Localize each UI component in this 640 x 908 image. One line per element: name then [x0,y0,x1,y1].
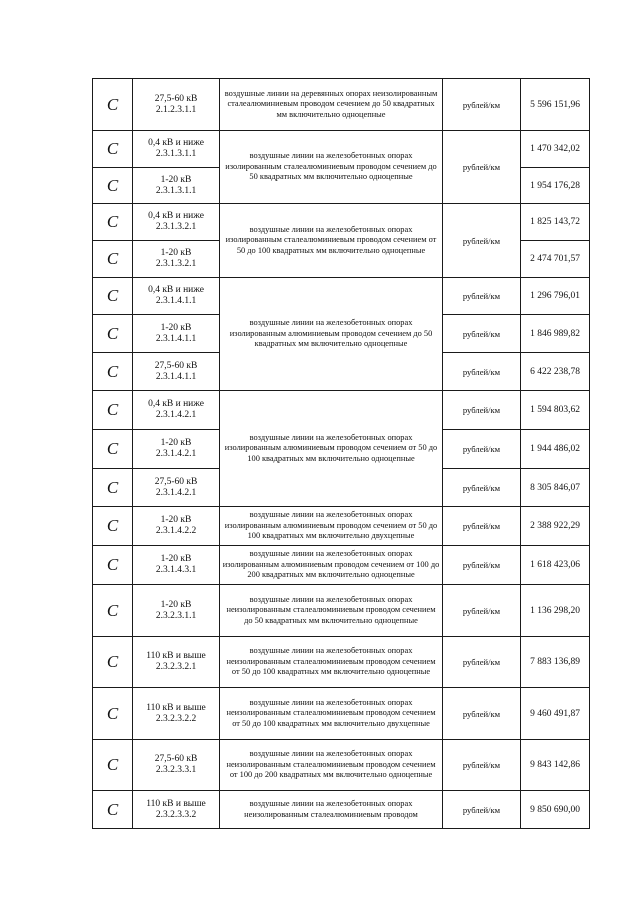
voltage-code-cell [133,278,220,315]
voltage-code-cell [133,740,220,791]
description-cell: воздушные линии на железобетонных опорах неизолированным сталеалюминиевым проводом сечением от 50 до 100 квадратных мм включительно одноцепные [220,637,443,688]
table-row [93,79,590,131]
value-cell: 1 944 486,02 [521,430,590,469]
symbol-cell: C [93,241,133,278]
voltage-code-cell [133,507,220,546]
code-label: 2.3.2.3.2.2 [155,713,197,724]
voltage-code-cell [133,585,220,637]
symbol-cell: C [93,168,133,204]
unit-cell: рублей/км [443,546,521,585]
description-cell: воздушные линии на деревянных опорах неизолированным сталеалюминиевым проводом сечением до 50 квадратных мм включительно одноцепные [220,79,443,131]
voltage-code-cell [133,430,220,469]
value-cell: 1 470 342,02 [521,131,590,168]
unit-cell: рублей/км [443,430,521,469]
description-cell: воздушные линии на железобетонных опорах неизолированным сталеалюминиевым проводом [220,791,443,829]
symbol-cell: C [93,79,133,131]
description-cell: воздушные линии на железобетонных опорах изолированным сталеалюминиевым проводом сечением до 50 квадратных мм включительно одноцепные [220,131,443,204]
symbol-cell: C [93,391,133,430]
voltage-label: 1-20 кВ [160,248,192,258]
code-label: 2.3.1.4.1.1 [155,371,197,382]
voltage-label: 1-20 кВ [160,438,192,448]
table-row [93,507,590,546]
code-label: 2.3.1.4.2.1 [155,449,197,459]
code-label: 2.3.2.3.3.1 [155,765,197,775]
code-label: 2.3.1.4.1.1 [155,296,197,306]
code-label: 2.3.1.4.3.1 [155,565,197,575]
symbol-cell: C [93,791,133,829]
table-row [93,204,590,241]
value-cell: 9 843 142,86 [521,740,590,791]
voltage-code-cell [133,168,220,204]
rates-table [92,78,590,829]
value-cell: 2 474 701,57 [521,241,590,278]
voltage-label: 0,4 кВ и ниже [148,399,204,409]
symbol-cell: C [93,278,133,315]
table-row [93,546,590,585]
voltage-code-cell [133,791,220,829]
voltage-label: 1-20 кВ [160,554,192,564]
value-cell: 1 846 989,82 [521,315,590,353]
code-label: 2.3.1.4.1.1 [155,333,197,344]
description-cell: воздушные линии на железобетонных опорах неизолированным сталеалюминиевым проводом сечением от 50 до 100 квадратных мм включительно двухцепные [220,688,443,740]
description-cell: воздушные линии на железобетонных опорах изолированным сталеалюминиевым проводом сечением от 50 до 100 квадратных мм включительно одноцепные [220,204,443,278]
unit-cell: рублей/км [443,740,521,791]
voltage-label: 27,5-60 кВ [154,360,198,371]
code-label: 2.3.1.4.2.1 [155,410,197,420]
voltage-label: 1-20 кВ [160,599,192,610]
voltage-label: 27,5-60 кВ [154,754,198,764]
unit-cell: рублей/км [443,204,521,278]
symbol-cell: C [93,353,133,391]
symbol-cell: C [93,315,133,353]
value-cell: 1 825 143,72 [521,204,590,241]
voltage-code-cell [133,637,220,688]
voltage-label: 0,4 кВ и ниже [148,138,204,148]
voltage-label: 1-20 кВ [160,174,192,185]
voltage-code-cell [133,241,220,278]
description-cell: воздушные линии на железобетонных опорах изолированным алюминиевым проводом сечением от 50 до 100 квадратных мм включительно двухцепные [220,507,443,546]
symbol-cell: C [93,204,133,241]
description-cell: воздушные линии на железобетонных опорах изолированным алюминиевым проводом сечением от 100 до 200 квадратных мм включительно одноцепные [220,546,443,585]
unit-cell: рублей/км [443,278,521,315]
unit-cell: рублей/км [443,391,521,430]
table-row [93,131,590,168]
unit-cell: рублей/км [443,79,521,131]
code-label: 2.3.1.4.2.2 [155,526,197,536]
description-cell: воздушные линии на железобетонных опорах неизолированным сталеалюминиевым проводом сечением до 50 квадратных мм включительно одноцепные [220,585,443,637]
table-row [93,391,590,430]
code-label: 2.3.2.3.2.1 [155,662,197,672]
symbol-cell: C [93,740,133,791]
voltage-code-cell [133,131,220,168]
voltage-code-cell [133,315,220,353]
voltage-label: 110 кВ и выше [146,798,206,809]
description-cell: воздушные линии на железобетонных опорах неизолированным сталеалюминиевым проводом сечением от 100 до 200 квадратных мм включительно одноцепные [220,740,443,791]
symbol-cell: C [93,131,133,168]
unit-cell: рублей/км [443,469,521,507]
table-row [93,637,590,688]
value-cell: 1 296 796,01 [521,278,590,315]
table-row [93,740,590,791]
symbol-cell: C [93,546,133,585]
voltage-code-cell [133,204,220,241]
symbol-cell: C [93,688,133,740]
value-cell: 1 954 176,28 [521,168,590,204]
unit-cell: рублей/км [443,637,521,688]
value-cell: 1 136 298,20 [521,585,590,637]
value-cell: 5 596 151,96 [521,79,590,131]
code-label: 2.3.1.3.2.1 [155,222,197,232]
value-cell: 9 460 491,87 [521,688,590,740]
voltage-code-cell [133,391,220,430]
unit-cell: рублей/км [443,131,521,204]
table-row [93,688,590,740]
code-label: 2.3.1.3.1.1 [155,185,197,196]
voltage-label: 1-20 кВ [160,515,192,525]
table-row [93,585,590,637]
voltage-label: 27,5-60 кВ [154,476,198,487]
value-cell: 6 422 238,78 [521,353,590,391]
unit-cell: рублей/км [443,688,521,740]
voltage-code-cell [133,688,220,740]
description-cell: воздушные линии на железобетонных опорах изолированным алюминиевым проводом сечением до 50 квадратных мм включительно одноцепные [220,278,443,391]
code-label: 2.3.1.4.2.1 [155,487,197,498]
table-row [93,791,590,829]
value-cell: 8 305 846,07 [521,469,590,507]
unit-cell: рублей/км [443,507,521,546]
value-cell: 9 850 690,00 [521,791,590,829]
value-cell: 7 883 136,89 [521,637,590,688]
code-label: 2.3.2.3.3.2 [155,809,197,820]
value-cell: 1 594 803,62 [521,391,590,430]
voltage-code-cell [133,546,220,585]
unit-cell: рублей/км [443,353,521,391]
voltage-label: 110 кВ и выше [146,702,206,713]
code-label: 2.1.2.3.1.1 [155,104,197,115]
unit-cell: рублей/км [443,585,521,637]
voltage-code-cell [133,353,220,391]
voltage-label: 110 кВ и выше [146,651,206,661]
unit-cell: рублей/км [443,315,521,353]
voltage-code-cell [133,469,220,507]
voltage-label: 1-20 кВ [160,322,192,333]
symbol-cell: C [93,430,133,469]
value-cell: 1 618 423,06 [521,546,590,585]
table-row [93,278,590,315]
code-label: 2.3.2.3.1.1 [155,610,197,621]
unit-cell: рублей/км [443,791,521,829]
code-label: 2.3.1.3.1.1 [155,149,197,159]
code-label: 2.3.1.3.2.1 [155,259,197,269]
value-cell: 2 388 922,29 [521,507,590,546]
voltage-code-cell [133,79,220,131]
symbol-cell: C [93,469,133,507]
symbol-cell: C [93,507,133,546]
voltage-label: 0,4 кВ и ниже [148,211,204,221]
voltage-label: 0,4 кВ и ниже [148,285,204,295]
symbol-cell: C [93,585,133,637]
description-cell: воздушные линии на железобетонных опорах изолированным алюминиевым проводом сечением от 50 до 100 квадратных мм включительно одноцепные [220,391,443,507]
symbol-cell: C [93,637,133,688]
voltage-label: 27,5-60 кВ [154,93,198,104]
